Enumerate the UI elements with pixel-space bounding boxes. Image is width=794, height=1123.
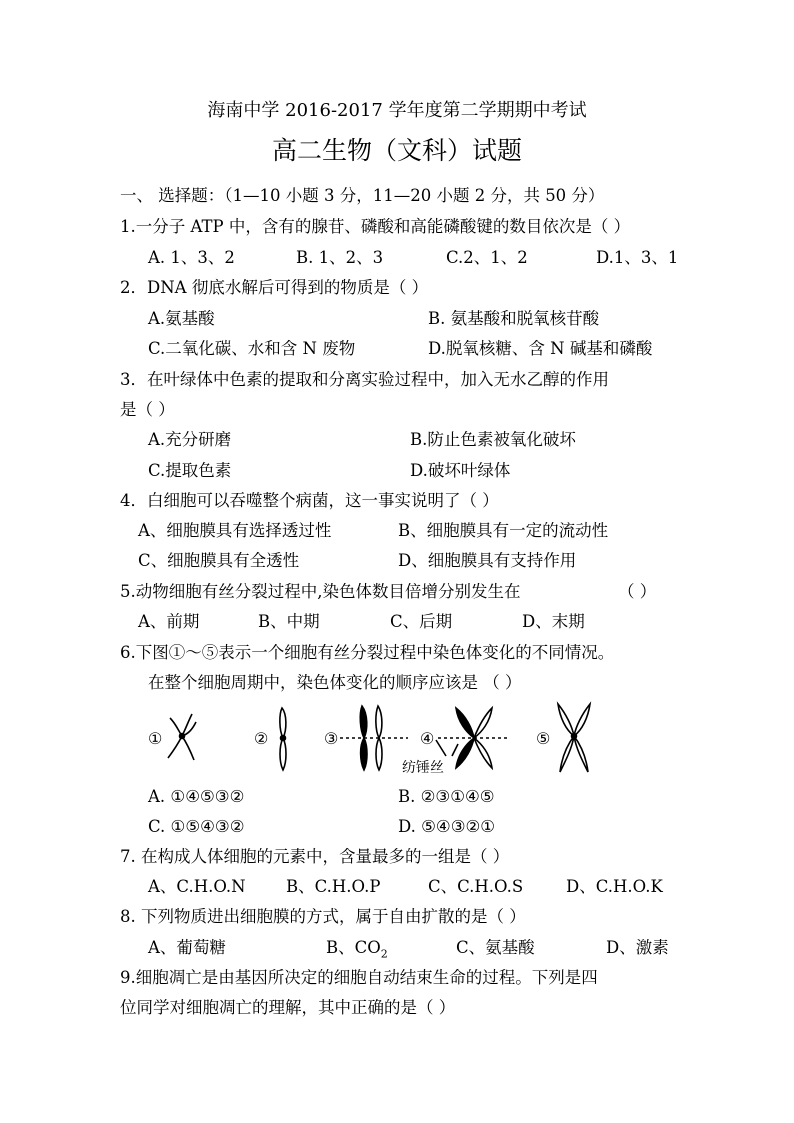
chromosome-4-caption-pointer-a — [436, 740, 446, 756]
chromosome-4-caption-pointer-b — [452, 744, 458, 756]
q7-option-c: C、C.H.O.S — [428, 877, 524, 896]
figure-label-5: ⑤ — [536, 729, 551, 748]
q3-option-d: D.破坏叶绿体 — [410, 461, 511, 480]
q2-option-b: B. 氨基酸和脱氧核苷酸 — [428, 309, 600, 328]
q8-option-c: C、氨基酸 — [456, 938, 535, 957]
figure-label-1: ① — [148, 729, 163, 748]
chromosome-4-arm-lower-left — [456, 738, 474, 768]
q8-stem: 8. 下列物质进出细胞膜的方式，属于自由扩散的是（ ） — [120, 907, 526, 926]
q8-option-b — [326, 937, 388, 965]
q4-option-d: D、细胞膜具有支持作用 — [398, 551, 577, 570]
q9-stem-line2: 位同学对细胞凋亡的理解，其中正确的是（ ） — [120, 998, 456, 1017]
chromosome-1-centromere — [180, 734, 185, 739]
q3-stem-line2: 是（ ） — [120, 400, 175, 419]
q1-option-d: D.1、3、1 — [596, 248, 679, 267]
chromosome-3-left-arm-bottom — [361, 738, 367, 770]
q3-option-c: C.提取色素 — [148, 461, 232, 480]
q2-option-a: A.氨基酸 — [148, 309, 215, 328]
q7-option-a: A、C.H.O.N — [148, 877, 246, 896]
q6-stem-line1: 6.下图①～⑤表示一个细胞有丝分裂过程中染色体变化的不同情况。 — [120, 643, 615, 662]
q7-option-d: D、C.H.O.K — [566, 877, 663, 896]
figure-label-4: ④ — [420, 729, 435, 748]
q6-option-c: C. ①⑤④③② — [148, 817, 245, 836]
figure-label-2: ② — [254, 729, 269, 748]
q6-stem-line2: 在整个细胞周期中，染色体变化的顺序应该是 （ ） — [148, 673, 522, 692]
chromosome-5-arm-upper-left — [558, 704, 574, 736]
q8-option-b-text: B、CO — [326, 938, 381, 957]
chromosome-5-arm-lower-right — [574, 736, 588, 772]
q5-answer-paren: （ ） — [618, 582, 657, 601]
q6-option-a: A. ①④⑤③② — [148, 787, 245, 806]
q5-option-c: C、后期 — [390, 612, 453, 631]
chromosome-3-right-arm-bottom — [376, 738, 382, 770]
q7-option-b: B、C.H.O.P — [286, 877, 381, 896]
chromosome-2-arm-bottom — [280, 738, 286, 770]
q5-option-b: B、中期 — [258, 612, 320, 631]
q6-option-b: B. ②③①④⑤ — [398, 787, 495, 806]
chromosome-5-arm-upper-right — [574, 704, 590, 736]
chromosome-3-right-arm-top — [376, 706, 382, 738]
q5-option-d: D、末期 — [522, 612, 585, 631]
q9-stem-line1: 9.细胞凋亡是由基因所决定的细胞自动结束生命的过程。下列是四 — [120, 968, 598, 987]
chromosome-4-arm-upper-right — [474, 708, 492, 738]
chromosome-2-arm-top — [280, 708, 286, 738]
chromosome-4-arm-lower-right — [474, 738, 492, 768]
chromosome-5-arm-lower-left — [560, 736, 574, 772]
q1-option-c: C.2、1、2 — [446, 248, 528, 267]
q4-option-c: C、细胞膜具有全透性 — [138, 551, 300, 570]
q6-option-d: D. ⑤④③②① — [398, 817, 496, 836]
q1-option-b: B. 1、2、3 — [296, 248, 384, 267]
figure-caption-spindle: 纺锤丝 — [402, 760, 444, 776]
q4-stem: 4．白细胞可以吞噬整个病菌，这一事实说明了（ ） — [120, 491, 499, 510]
exam-subject-title: 高二生物（文科）试题 — [271, 136, 522, 165]
q2-option-d: D.脱氧核糖、含 N 碱基和磷酸 — [428, 339, 653, 358]
q7-stem: 7. 在构成人体细胞的元素中，含量最多的一组是（ ） — [120, 847, 510, 866]
q4-option-b: B、细胞膜具有一定的流动性 — [398, 521, 609, 540]
q8-option-a: A、葡萄糖 — [148, 938, 226, 957]
chromosome-figure — [140, 700, 610, 780]
q3-option-a: A.充分研磨 — [148, 430, 232, 449]
q2-stem: 2．DNA 彻底水解后可得到的物质是（ ） — [120, 278, 429, 297]
section-heading: 一、 选择题：（1—10 小题 3 分，11—20 小题 2 分，共 50 分） — [120, 186, 605, 205]
q5-option-a: A、前期 — [138, 612, 200, 631]
q8-option-d: D、激素 — [606, 938, 669, 957]
q1-stem: 1.一分子 ATP 中，含有的腺苷、磷酸和高能磷酸键的数目依次是（ ） — [120, 217, 631, 236]
q3-option-b: B.防止色素被氧化破坏 — [410, 430, 576, 449]
q8-option-b-subscript: 2 — [380, 947, 388, 961]
q2-option-c: C.二氧化碳、水和含 N 废物 — [148, 339, 356, 358]
q3-stem-line1: 3．在叶绿体中色素的提取和分离实验过程中，加入无水乙醇的作用 — [120, 370, 609, 389]
chromosome-2-centromere — [281, 736, 286, 741]
chromosome-5-centromere — [572, 734, 577, 739]
figure-label-3: ③ — [324, 729, 339, 748]
exam-school-line: 海南中学 2016-2017 学年度第二学期期中考试 — [207, 100, 587, 121]
chromosome-3-left-arm-top — [360, 706, 367, 738]
q5-stem: 5.动物细胞有丝分裂过程中,染色体数目倍增分别发生在 — [120, 582, 521, 601]
q1-option-a: A. 1、3、2 — [148, 248, 235, 267]
q4-option-a: A、细胞膜具有选择透过性 — [138, 521, 332, 540]
chromosome-4-arm-upper-left — [456, 708, 474, 738]
